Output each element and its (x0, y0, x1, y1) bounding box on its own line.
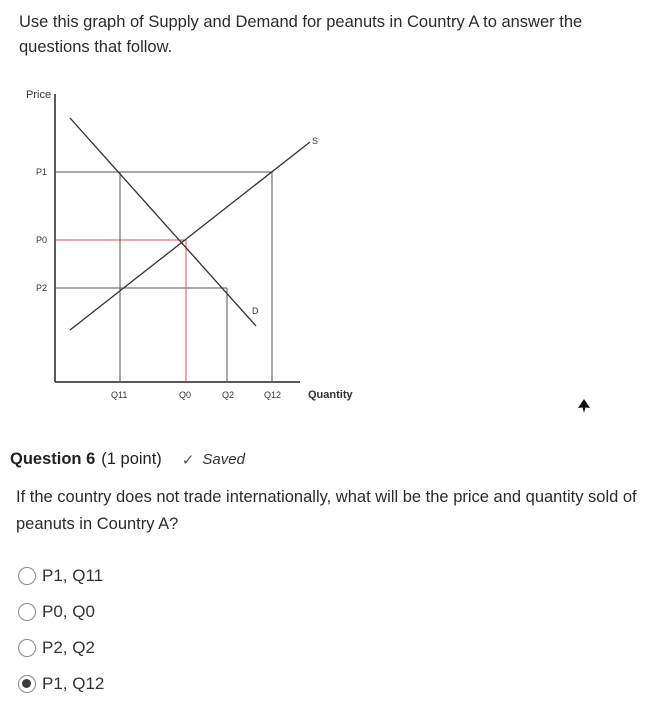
question-points: (1 point) (101, 450, 162, 468)
option-label[interactable]: P1, Q11 (42, 566, 104, 585)
radio-button[interactable] (18, 567, 36, 585)
mouse-cursor-icon (577, 398, 591, 414)
answer-options (18, 558, 104, 702)
x-axis-label: Quantity (308, 389, 353, 401)
option-p1-q11[interactable] (18, 558, 104, 594)
q12-label: Q12 (264, 390, 282, 400)
supply-demand-graph (0, 80, 420, 420)
radio-button[interactable] (18, 603, 36, 621)
option-label[interactable]: P1, Q12 (42, 674, 105, 693)
question-header (6, 450, 245, 469)
intro-text: Use this graph of Supply and Demand for peanuts in Country A to answer the questions that follow. (19, 13, 583, 56)
demand-curve (70, 118, 256, 326)
q2-label: Q2 (222, 390, 235, 400)
supply-label: S (312, 136, 319, 146)
y-axis-label: Price (26, 89, 52, 101)
checkmark-icon: ✓ (181, 451, 195, 469)
question-text: If the country does not trade internationally, what will be the price and quantity sold of peanuts in Country A? (16, 488, 637, 533)
supply-curve (70, 142, 310, 330)
radio-button[interactable] (18, 639, 36, 657)
saved-status (182, 451, 245, 469)
p0-label: P0 (36, 235, 48, 245)
question-number: Question 6 (10, 450, 96, 468)
radio-button-selected[interactable] (18, 675, 36, 693)
q0-label: Q0 (179, 390, 192, 400)
saved-label: Saved (202, 451, 245, 468)
option-label[interactable]: P2, Q2 (42, 638, 95, 657)
p1-label: P1 (36, 167, 48, 177)
option-p2-q2[interactable] (18, 630, 104, 666)
option-label[interactable]: P0, Q0 (42, 602, 95, 621)
option-p1-q12[interactable] (18, 666, 104, 702)
demand-label: D (252, 306, 259, 316)
graph-svg (0, 80, 420, 420)
p2-label: P2 (36, 283, 48, 293)
q11-label: Q11 (111, 390, 128, 400)
option-p0-q0[interactable] (18, 594, 104, 630)
